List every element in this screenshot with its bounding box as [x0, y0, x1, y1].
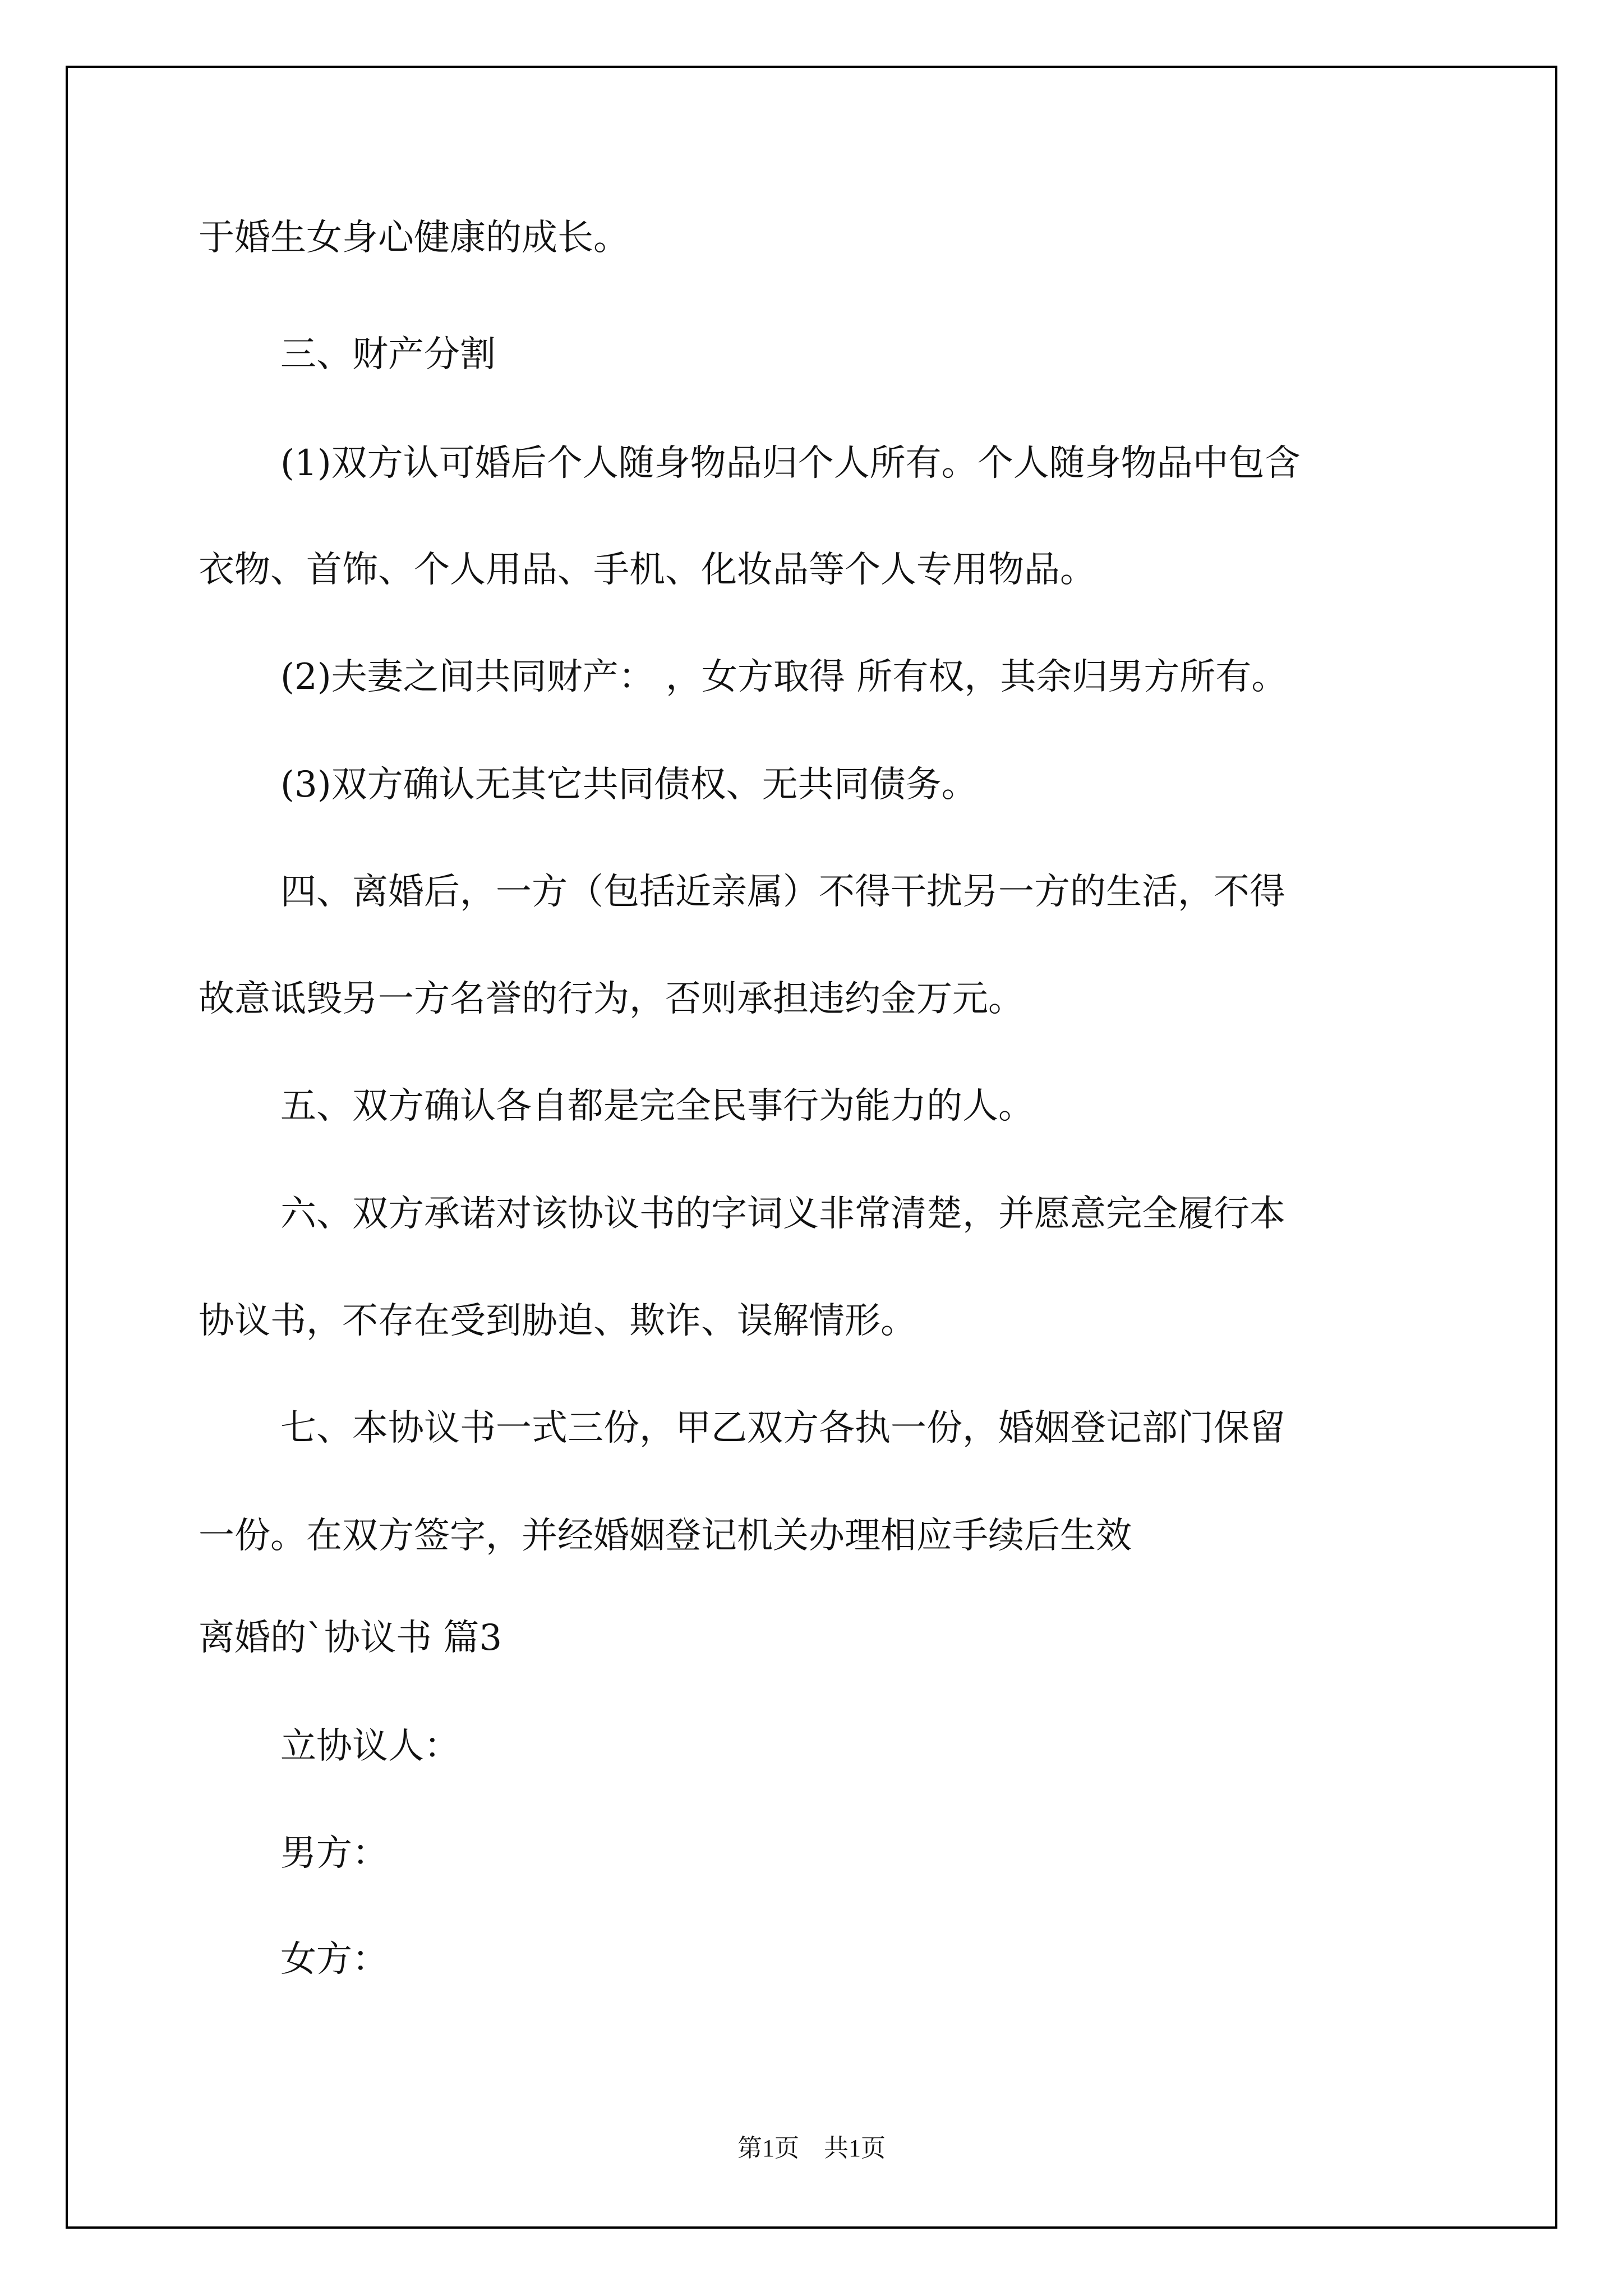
- page-border: [66, 66, 1557, 2229]
- page-number-total: 共1页: [824, 2134, 886, 2162]
- page-number-current: 第1页: [737, 2134, 799, 2162]
- paragraph-line: (2)夫妻之间共同财产： ，女方取得 所有权，其余归男方所有。: [280, 656, 1288, 698]
- paragraph-line: 一份。在双方签字，并经婚姻登记机关办理相应手续后生效: [199, 1515, 1132, 1557]
- section-heading-property: 三、财产分割: [280, 334, 496, 375]
- article-title: 离婚的`协议书 篇3: [199, 1617, 502, 1659]
- female-party-label: 女方：: [280, 1939, 388, 1980]
- paragraph-line: 于婚生女身心健康的成长。: [199, 217, 629, 259]
- paragraph-line: 故意诋毁另一方名誉的行为，否则承担违约金万元。: [199, 978, 1024, 1020]
- paragraph-line: 协议书，不存在受到胁迫、欺诈、误解情形。: [199, 1300, 916, 1342]
- section-five-line: 五、双方确认各自都是完全民事行为能力的人。: [280, 1085, 1034, 1127]
- section-four-line: 四、离婚后，一方（包括近亲属）不得干扰另一方的生活，不得: [280, 871, 1285, 913]
- signatory-label: 立协议人：: [280, 1726, 460, 1767]
- section-six-line: 六、双方承诺对该协议书的字词义非常清楚，并愿意完全履行本: [280, 1193, 1285, 1235]
- section-seven-line: 七、本协议书一式三份，甲乙双方各执一份，婚姻登记部门保留: [280, 1407, 1285, 1449]
- male-party-label: 男方：: [280, 1833, 388, 1874]
- paragraph-line: 衣物、首饰、个人用品、手机、化妆品等个人专用物品。: [199, 549, 1096, 591]
- paragraph-line: (3)双方确认无其它共同债权、无共同债务。: [280, 764, 978, 806]
- paragraph-line: (1)双方认可婚后个人随身物品归个人所有。个人随身物品中包含: [280, 443, 1301, 484]
- page-footer: [0, 2133, 1623, 2164]
